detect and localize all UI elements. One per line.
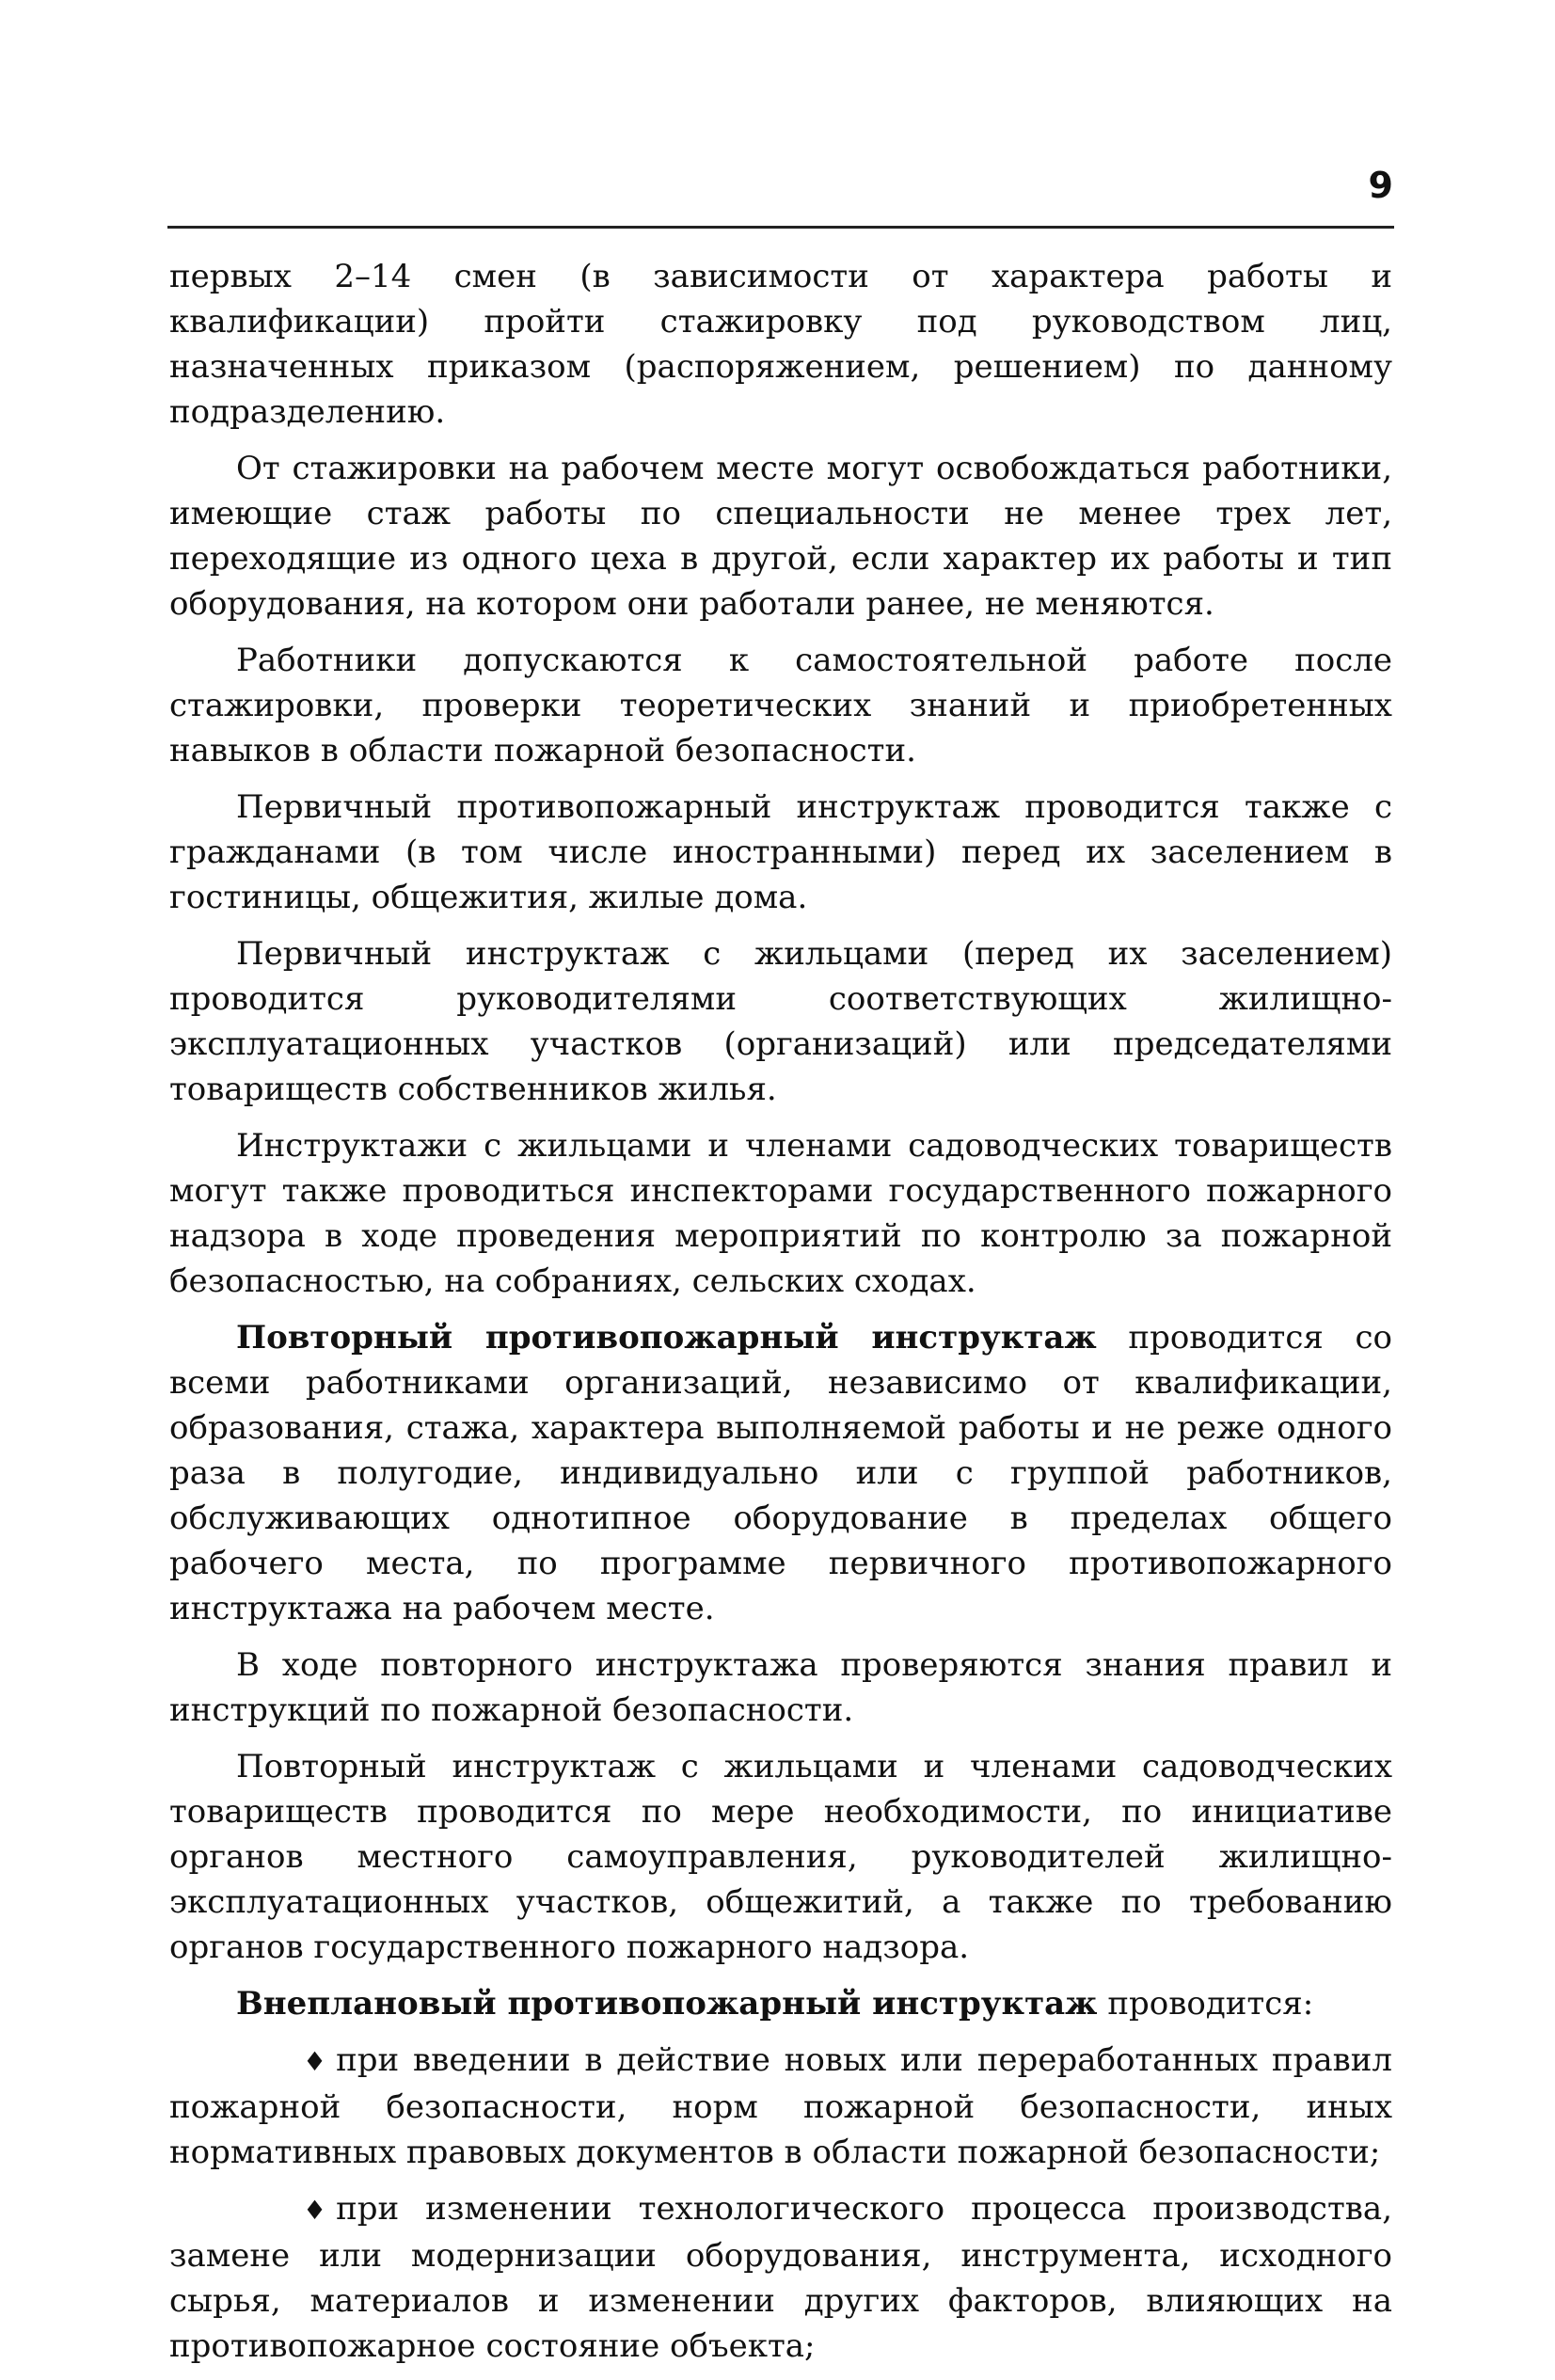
bullet-item-1 <box>169 2038 1392 2175</box>
paragraph-8: В ходе повторного инструктажа проверяются знания правил и инструкций по пожарной безопасности. <box>169 1646 1392 1729</box>
bullet-item-2 <box>169 2186 1392 2369</box>
term-unscheduled-briefing: Внеплановый противопожарный инструктаж <box>236 1985 1098 2023</box>
bullet-item-2-text: при изменении технологического процесса производства, замене или модернизации оборудования, инструмента, исходного сырья, материалов и изменении других факторов, влияющих на противопожарное состояние объекта; <box>169 2190 1392 2365</box>
paragraph-2: От стажировки на рабочем месте могут освобождаться работники, имеющие стаж работы по специальности не менее трех лет, переходящие из одного цеха в другой, если характер их работы и тип оборудования, на котором они работали ранее, не меняются. <box>169 450 1392 623</box>
paragraph-4: Первичный противопожарный инструктаж проводится также с гражданами (в том числе иностранными) перед их заселением в гостиницы, общежития, жилые дома. <box>169 788 1392 916</box>
paragraph-5: Первичный инструктаж с жильцами (перед их заселением) проводится руководителями соответствующих жилищно-эксплуатационных участков (организаций) или председателями товариществ собственников жилья. <box>169 935 1392 1108</box>
paragraph-1: первых 2–14 смен (в зависимости от характера работы и квалификации) пройти стажировку под руководством лиц, назначенных приказом (распоряжением, решением) по данному подразделению. <box>169 258 1392 431</box>
paragraph-7-text: проводится со всеми работниками организаций, независимо от квалификации, образования, стажа, характера выполняемой работы и не реже одного раза в полугодие, индивидуально или с группой работников, обслуживающих однотипное оборудование в пределах общего рабочего места, по программе первичного противопожарного инструктажа на рабочем месте. <box>169 1319 1392 1627</box>
paragraph-9: Повторный инструктаж с жильцами и членами садоводческих товариществ проводится по мере необходимости, по инициативе органов местного самоуправления, руководителей жилищно-эксплуатационных участков, общежитий, а также по требованию органов государственного пожарного надзора. <box>169 1748 1392 1966</box>
bullet-item-1-text: при введении в действие новых или переработанных правил пожарной безопасности, норм пожарной безопасности, иных нормативных правовых документов в области пожарной безопасности; <box>169 2041 1392 2171</box>
paragraph-10-text: проводится: <box>1097 1985 1314 2023</box>
paragraph-10 <box>169 1981 1392 2026</box>
page-number: 9 <box>1368 165 1393 206</box>
paragraph-7 <box>169 1315 1392 1631</box>
paragraph-3: Работники допускаются к самостоятельной работе после стажировки, проверки теоретических знаний и приобретенных навыков в области пожарной безопасности. <box>169 642 1392 770</box>
diamond-bullet-icon: ♦ <box>303 2046 327 2077</box>
paragraph-6: Инструктажи с жильцами и членами садоводческих товариществ могут также проводиться инспекторами государственного пожарного надзора в ходе проведения мероприятий по контролю за пожарной безопасностью, на собраниях, сельских сходах. <box>169 1127 1392 1300</box>
text-body <box>169 254 1392 2380</box>
header-rule <box>167 226 1394 229</box>
diamond-bullet-icon: ♦ <box>303 2195 327 2226</box>
term-repeat-briefing: Повторный противопожарный инструктаж <box>236 1319 1097 1357</box>
